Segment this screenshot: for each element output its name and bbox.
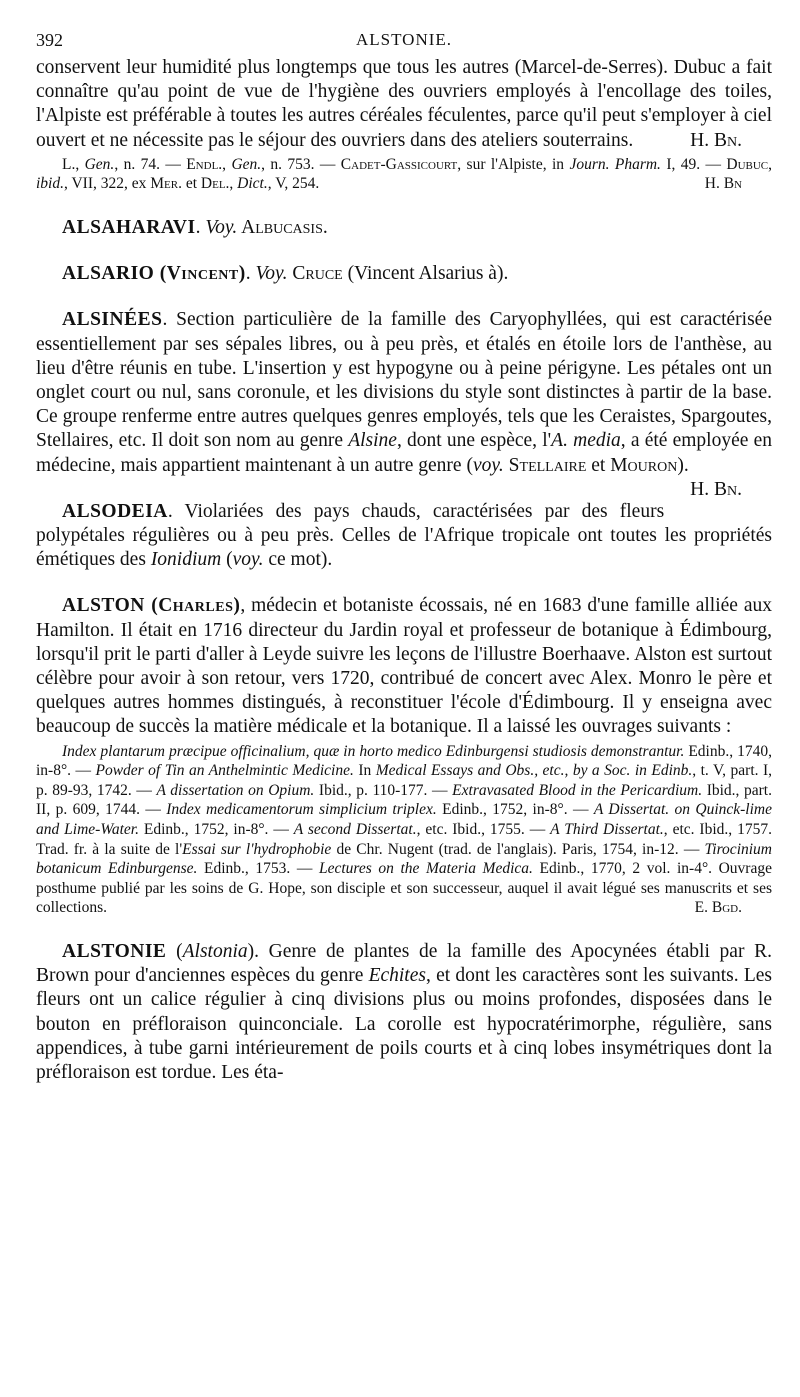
page-number: 392: [36, 30, 63, 50]
cross-reference: Albucasis.: [237, 217, 328, 238]
continuation-text: conservent leur humidité plus longtemps que tous les autres (Marcel-de-Serres). Dubuc a fait connaître qu'au point de vue de l'hygiène des ouvriers employés à l'encollage des toiles, l'Alpiste est préférable à toutes les autres céréales féculentes, parce qu'il peut s'employer à ciel ouvert et ne nécessite pas le séjour des ouvriers dans des ateliers souterrains.: [36, 57, 772, 151]
dictionary-page: [36, 30, 772, 1085]
entry-headword: ALSTONIE: [62, 941, 167, 962]
author-signature: E. Bgd.: [694, 899, 742, 917]
entry-headword: ALSINÉES: [62, 309, 163, 331]
page-header: [36, 30, 772, 52]
entry-alstonie: ALSTONIE (Alstonia). Genre de plantes de la famille des Apocynées établi par R. Brown pour d'anciennes espèces du genre Echites, et dont les caractères sont les suivants. Les fleurs ont un calice régulier à cinq divisions plus ou moins profondes, disposées dans le bouton en préfloraison quinconciale. La corolle est hypocratérimorphe, régulière, sans appendices, à tube garni intérieurement de poils courts et à cinq lobes insymétriques dont la préfloraison est tordue. Les éta-: [36, 941, 772, 1084]
cross-reference: Cruce: [287, 263, 343, 285]
entry-alsario: ALSARIO (Vincent). Voy. Cruce (Vincent Alsarius à).: [62, 263, 509, 285]
bibliography-alston: Index plantarum præcipue officinalium, quæ in horto medico Edinburgensi studiosis demonstrantur. Edinb., 1740, in-8°. — Powder of Tin an Anthelmintic Medicine. In Medical Essays and Obs., etc., by a Soc. in Edinb., t. V, part. I, p. 89-93, 1742. — A dissertation on Opium. Ibid., p. 110-177. — Extravasated Blood in the Pericardium. Ibid., part. II, p. 609, 1744. — Index medicamentorum simplicium triplex. Edinb., 1752, in-8°. — A Dissertat. on Quinck-lime and Lime-Water. Edinb., 1752, in-8°. — A second Dissertat., etc. Ibid., 1755. — A Third Dissertat., etc. Ibid., 1757. Trad. fr. à la suite de l'Essai sur l'hydrophobie de Chr. Nugent (trad. de l'anglais). Paris, 1754, in-12. — Tirocinium botanicum Edinburgense. Edinb., 1753. — Lectures on the Materia Medica. Edinb., 1770, 2 vol. in-4°. Ouvrage posthume publié par les soins de G. Hope, son disciple et son successeur, auquel il avait légué ses manuscrits et ses collections. E. Bgd.: [36, 742, 773, 917]
entry-alston: ALSTON (Charles), médecin et botaniste écossais, né en 1683 d'une famille alliée aux Hamilton. Il était en 1716 directeur du Jardin royal et professeur de botanique à Édimbourg, lorsqu'il prit le parti d'aller à Leyde suivre les leçons de l'illustre Boerhaave. Alston est surtout célèbre pour avoir à son retour, vers 1720, contribué de concert avec Alex. Monro le père et quelques autres hommes distingués, à reconstituer l'école d'Édimbourg. Il y enseigna avec beaucoup de succès la matière médicale et la botanique. Il a laissé les ouvrages suivants :: [36, 595, 772, 738]
author-signature: H. Bn.: [690, 129, 742, 151]
author-signature: H. Bn: [704, 175, 742, 193]
entry-alsinees: ALSINÉES. Section particulière de la famille des Caryophyllées, qui est caractérisée essentiellement par ses sépales libres, ou à peu près, et étalés en étoile lors de l'anthèse, au lieu d'être réunis en tube. L'insertion y est hypogyne ou à peine périgyne. Les pétales ont un onglet court ou nul, sans coronule, et les divisions du style sont distinctes à partir de la base. Ce groupe renferme entre autres quelques genres employés, tels que les Ceraistes, Spargoutes, Stellaires, etc. Il doit son nom au genre Alsine, dont une espèce, l'A. media, a été employée en médecine, mais appartient maintenant à un autre genre (voy. Stellaire et Mouron). H. Bn.: [36, 308, 772, 477]
entry-headword: ALSTON (Charles): [62, 595, 241, 617]
entry-headword: ALSARIO (Vincent): [62, 263, 246, 285]
entry-headword: ALSAHARAVI: [62, 217, 196, 238]
running-title: ALSTONIE.: [355, 30, 453, 49]
continuation-paragraph: [36, 56, 772, 153]
author-signature: H. Bn.: [690, 478, 742, 500]
bibliography-alpiste: L., Gen., n. 74. — Endl., Gen., n. 753. — Cadet-Gassicourt, sur l'Alpiste, in Journ. Pharm. I, 49. — Dubuc, ibid., VII, 322, ex Mer. et Del., Dict., V, 254. H. Bn: [36, 155, 773, 193]
entry-alsodeia: ALSODEIA. Violariées des pays chauds, caractérisées par des fleurs polypétales régulières ou à peu près. Celles de l'Afrique tropicale ont toutes les propriétés émétiques des Ionidium (voy. ce mot).: [36, 500, 772, 571]
entry-headword: ALSODEIA: [62, 500, 168, 522]
entry-alsaharavi: ALSAHARAVI. Voy. Albucasis.: [62, 217, 328, 238]
